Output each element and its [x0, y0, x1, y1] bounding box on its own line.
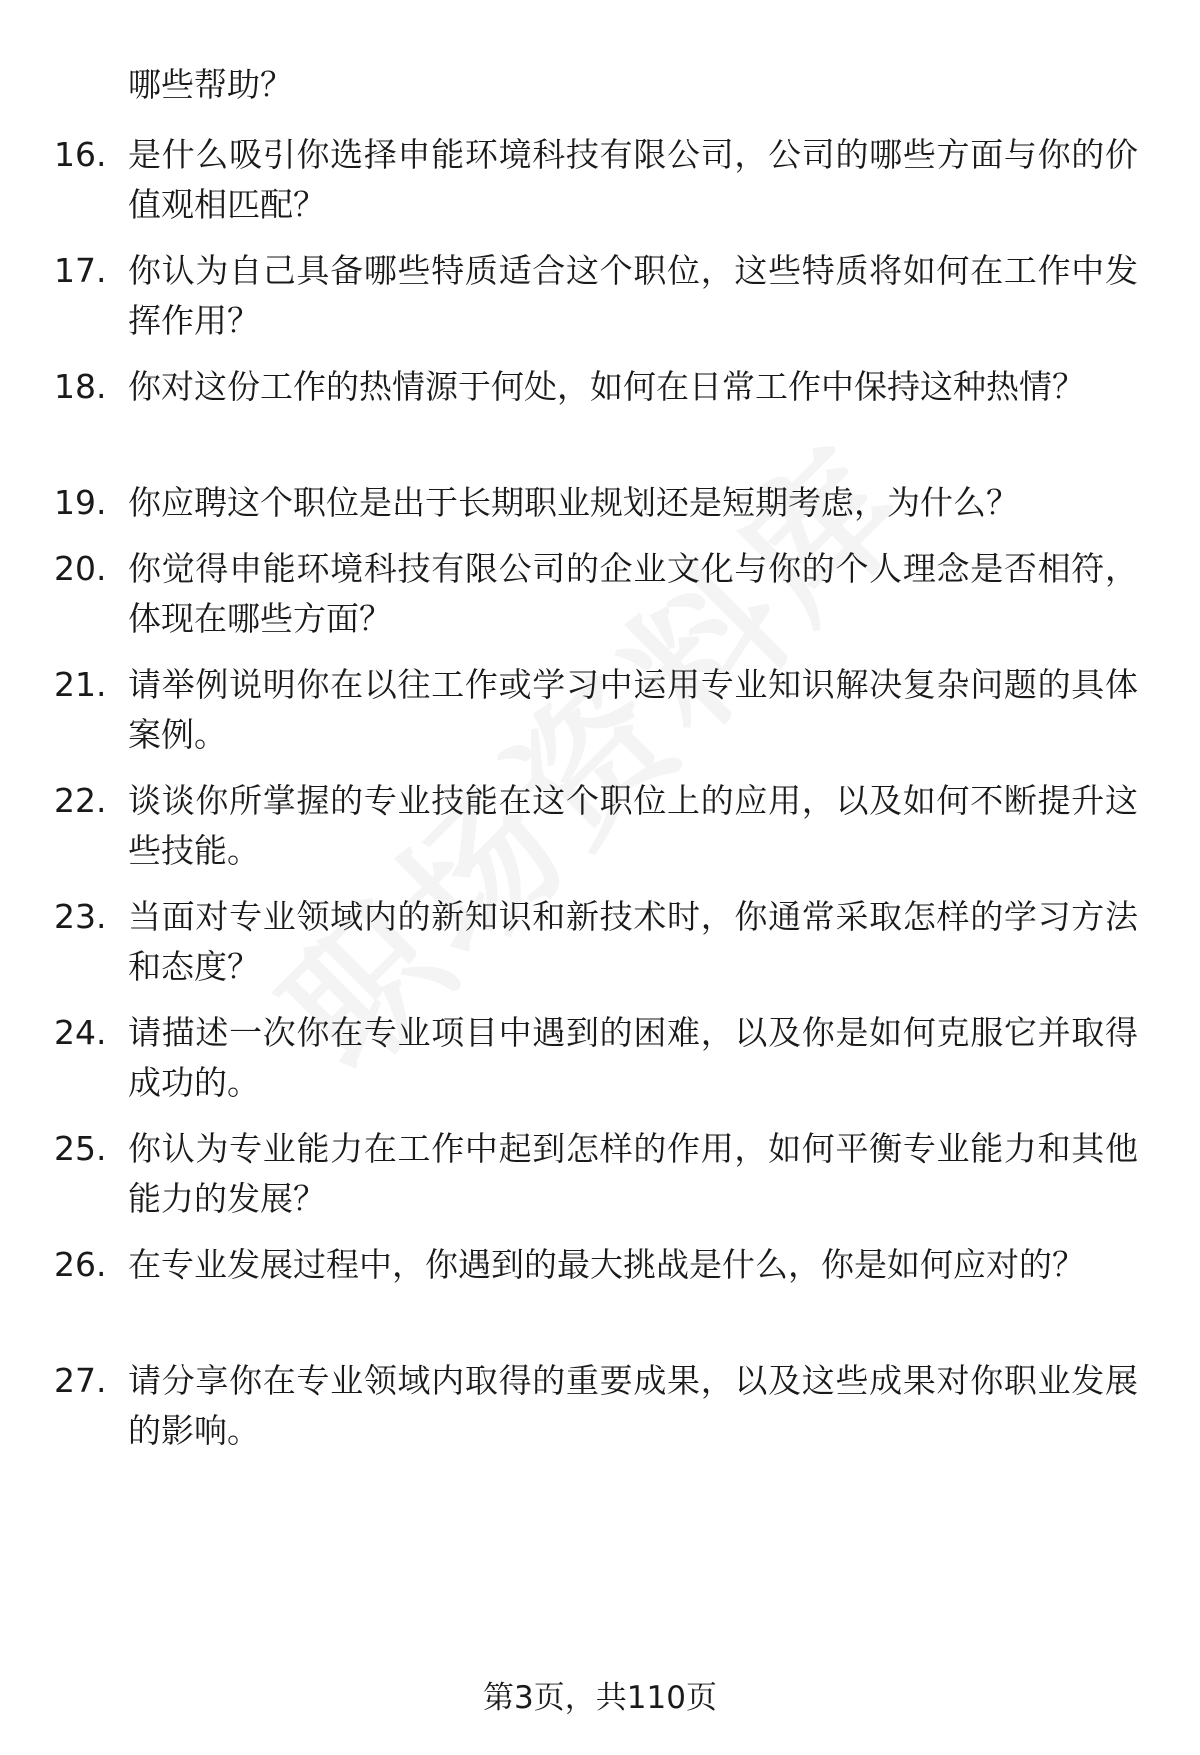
question-text: 你对这份工作的热情源于何处，如何在日常工作中保持这种热情？ [128, 367, 1085, 406]
question-number: 16. [54, 135, 107, 174]
question-number: 22. [54, 781, 107, 820]
question-text: 请描述一次你在专业项目中遇到的困难，以及你是如何克服它并取得成功的。 [128, 1013, 1138, 1102]
question-number: 25. [54, 1129, 107, 1168]
question-text: 是什么吸引你选择申能环境科技有限公司，公司的哪些方面与你的价值观相匹配？ [128, 135, 1138, 224]
question-number: 27. [54, 1361, 107, 1400]
question-text: 请分享你在专业领域内取得的重要成果，以及这些成果对你职业发展的影响。 [128, 1361, 1138, 1450]
question-number: 24. [54, 1013, 107, 1052]
question-text: 你认为专业能力在工作中起到怎样的作用，如何平衡专业能力和其他能力的发展？ [128, 1129, 1138, 1218]
question-text: 当面对专业领域内的新知识和新技术时，你通常采取怎样的学习方法和态度？ [128, 897, 1138, 986]
question-text: 你认为自己具备哪些特质适合这个职位，这些特质将如何在工作中发挥作用？ [128, 251, 1138, 340]
question-number: 20. [54, 549, 107, 588]
question-number: 18. [54, 367, 107, 406]
question-text: 请举例说明你在以往工作或学习中运用专业知识解决复杂问题的具体案例。 [128, 665, 1138, 754]
question-number: 19. [54, 483, 107, 522]
continuation-text: 哪些帮助？ [128, 65, 293, 104]
question-number: 23. [54, 897, 107, 936]
question-number: 26. [54, 1245, 107, 1284]
question-text: 你应聘这个职位是出于长期职业规划还是短期考虑，为什么？ [128, 483, 1019, 522]
question-number: 21. [54, 665, 107, 704]
question-text: 你觉得申能环境科技有限公司的企业文化与你的个人理念是否相符，体现在哪些方面？ [128, 549, 1138, 638]
question-number: 17. [54, 251, 107, 290]
question-text: 在专业发展过程中，你遇到的最大挑战是什么，你是如何应对的？ [128, 1245, 1085, 1284]
page-number-footer: 第3页，共110页 [483, 1680, 717, 1716]
question-text: 谈谈你所掌握的专业技能在这个职位上的应用，以及如何不断提升这些技能。 [128, 781, 1138, 870]
